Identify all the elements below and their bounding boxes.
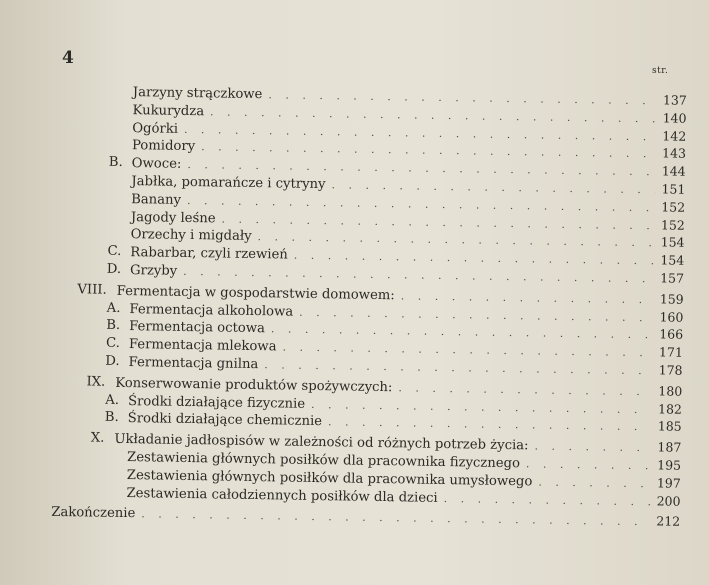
toc-entry-page: 143 [661,145,687,162]
toc-entry-title: Zestawienia głównych posiłków dla pracownika umysłowego [126,467,533,490]
toc-entry-page: 137 [662,92,687,108]
toc-entry-title: Układanie jadłospisów w zależności od różnych potrzeb życia: [114,431,529,454]
toc-entry-page: 200 [656,492,681,509]
toc-entry-title: Banany [131,191,182,208]
toc-entry-page: 171 [658,344,683,360]
toc-entry-title: Fermentacja octowa [129,319,266,337]
toc-entry-title: Zakończenie [51,505,136,522]
toc-entry-title: Środki działające chemicznie [127,411,323,430]
toc-entry-prefix: B. [108,154,123,171]
toc-entry-title: Pomidory [131,138,196,155]
toc-entry-title: Fermentacja gnilna [128,355,259,373]
toc-entry-title: Zestawienia głównych posiłków dla pracownika fizycznego [127,449,521,472]
toc-entry-page: 160 [659,308,684,325]
toc-entry-page: 154 [660,252,685,268]
toc-entry-page: 212 [656,513,681,530]
toc-entry-page: 185 [657,418,682,435]
toc-entry-prefix: C. [105,335,121,352]
dot-leader [534,440,651,455]
toc-entry-page: 151 [661,181,686,197]
toc-entry-title: Jabłka, pomarańcze i cytryny [131,174,326,193]
toc-entry-page: 180 [658,383,683,399]
toc-entry-page: 178 [658,362,683,378]
dot-leader [141,508,650,529]
dot-leader [444,492,651,508]
toc-entry-page: 182 [657,400,683,417]
toc-entry-prefix: VIII. [77,282,107,298]
toc-entry-title: Rabarbar, czyli rzewień [130,245,288,263]
page-column-label: str. [652,66,669,76]
toc-entry-title: Fermentacja mlekowa [128,337,277,355]
toc-entry-title: Ogórki [132,120,179,137]
toc-entry-page: 140 [662,110,687,126]
toc-entry-prefix: A. [105,392,120,408]
dot-leader [398,381,652,398]
toc-entry-page: 152 [661,199,686,215]
toc-entry-title: Owoce: [131,156,182,173]
toc-entry-title: Fermentacja alkoholowa [129,301,294,320]
toc-entry-page: 142 [662,128,687,144]
toc-entry-page: 195 [657,457,682,473]
toc-entry-prefix: D. [106,261,122,277]
toc-entry-title: Konserwowanie produktów spożywczych: [115,375,393,395]
toc-entry-title: Jarzyny strączkowe [132,85,263,103]
toc-entry-page: 154 [660,234,685,251]
dot-leader [526,457,651,472]
toc-entry-page: 157 [660,270,685,286]
dot-leader [264,358,653,377]
toc-entry-page: 187 [657,439,682,455]
toc-entry-prefix: IX. [86,374,106,390]
toc-entry-page: 152 [660,216,685,233]
toc-entry-title: Zestawienia całodziennych posiłków dla dzieci [126,485,438,506]
toc-entry-prefix: C. [107,243,122,260]
toc-entry-prefix: D. [105,353,120,369]
toc-entry-title: Jagody leśne [130,209,216,226]
toc-entry-title: Fermentacja w gospodarstwie domowem: [116,283,395,303]
dot-leader [328,416,652,434]
dot-leader [538,475,651,490]
toc-entry-title: Orzechy i migdały [130,227,252,245]
toc-entry-page: 159 [659,291,684,307]
page-number: 4 [62,48,74,68]
toc-entry-prefix: B. [104,410,119,426]
toc-entry-prefix: A. [106,300,121,316]
dot-leader [331,178,655,196]
dot-leader [401,289,654,306]
table-of-contents [0,82,709,532]
toc-entry-title: Kukurydza [132,102,205,120]
toc-entry-page: 144 [661,163,686,179]
toc-entry-title: Grzyby [129,263,178,279]
toc-entry-title: Środki działające fizycznie [127,393,306,412]
toc-entry-page: 197 [656,475,681,491]
toc-entry-prefix: B. [106,318,121,334]
toc-entry-prefix: X. [90,430,105,446]
toc-entry-page: 166 [659,326,684,343]
dot-leader [311,397,652,415]
